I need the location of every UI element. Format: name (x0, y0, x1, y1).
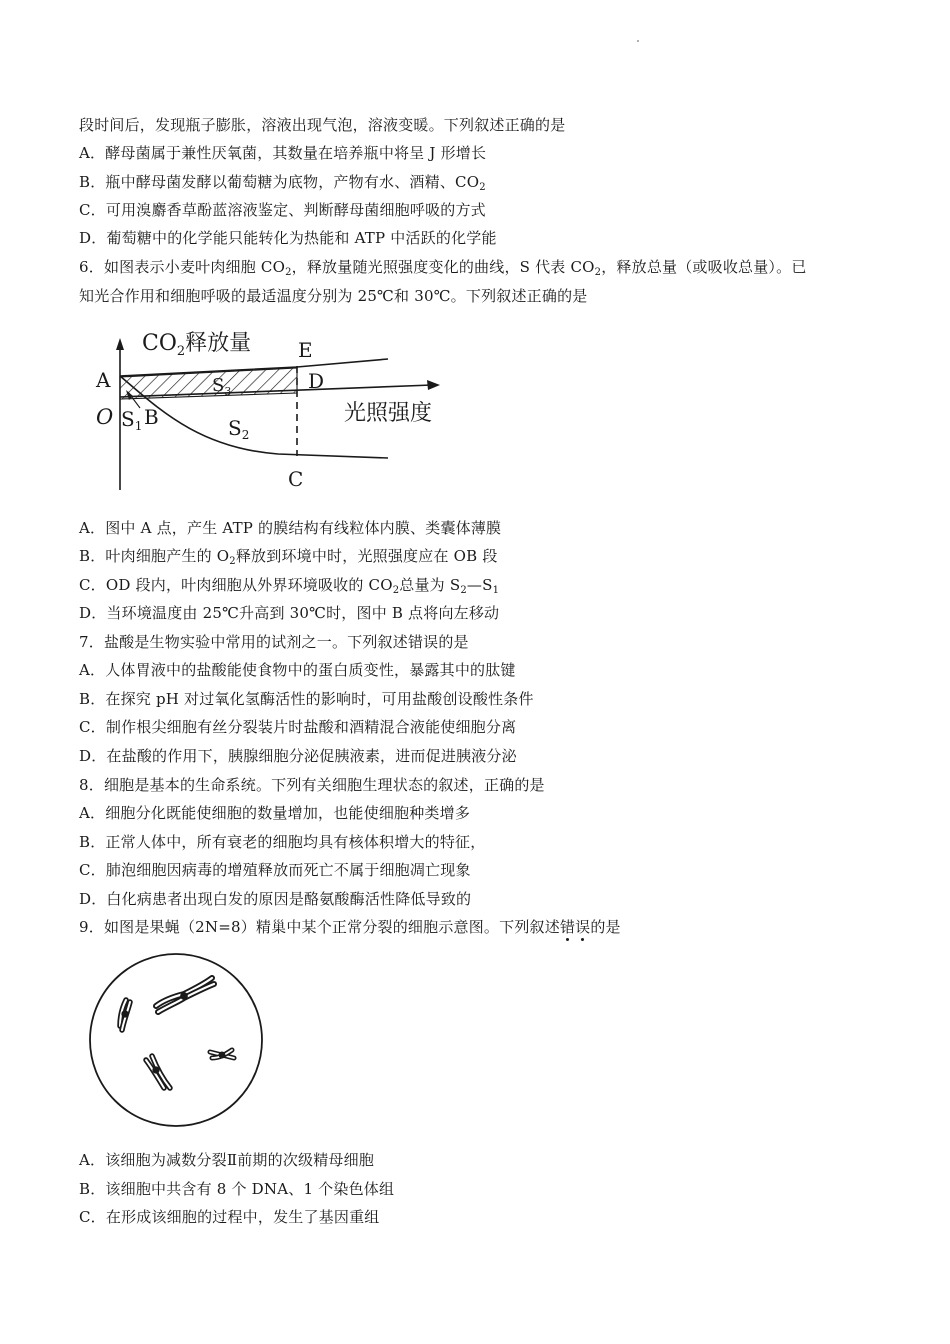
emphasis-dot-char: 错 (559, 918, 576, 936)
q9-option-b: B．该细胞中共含有 8 个 DNA、1 个染色体组 (79, 1180, 395, 1198)
q7-option-b: B．在探究 pH 对过氧化氢酶活性的影响时，可用盐酸创设酸性条件 (79, 690, 534, 708)
fruit-fly-cell-figure (84, 948, 268, 1132)
q9-option-a: A．该细胞为减数分裂Ⅱ前期的次级精母细胞 (79, 1151, 375, 1169)
s2-label: $S_2$ (228, 416, 250, 442)
q7-option-d: D．在盐酸的作用下，胰腺细胞分泌促胰液素，进而促进胰液分泌 (79, 747, 517, 765)
y-axis-arrow (116, 338, 124, 350)
q9-stem: 9．如图是果蝇（2N=8）精巢中某个正常分裂的细胞示意图。下列叙述错误的是 (79, 918, 621, 936)
q8-option-a: A．细胞分化既能使细胞的数量增加，也能使细胞种类增多 (79, 804, 471, 822)
s3-hatched-region (120, 368, 297, 399)
point-e-label: E (298, 338, 313, 362)
chromosome-large (156, 978, 214, 1012)
q8-option-d: D．白化病患者出现白发的原因是酪氨酸酶活性降低导致的 (79, 890, 472, 908)
q7-option-a: A．人体胃液中的盐酸能使食物中的蛋白质变性，暴露其中的肽键 (79, 661, 516, 679)
q6-option-c: C．OD 段内，叶肉细胞从外界环境吸收的 $CO_2$总量为 $S_2—S_1$ (79, 576, 500, 596)
x-axis-arrow (427, 380, 440, 390)
cell-membrane (90, 954, 262, 1126)
y-axis-label: $CO_2$释放量 (142, 331, 252, 359)
q6-stem-line2: 知光合作用和细胞呼吸的最适温度分别为 25℃和 30℃。下列叙述正确的是 (79, 287, 588, 305)
q9-option-c: C．在形成该细胞的过程中，发生了基因重组 (79, 1208, 380, 1226)
q5-stem-tail: 段时间后，发现瓶子膨胀，溶液出现气泡，溶液变暖。下列叙述正确的是 (79, 116, 566, 134)
point-b-label: B (144, 405, 159, 429)
chromosome-medium-left (120, 1000, 130, 1030)
point-c-label: C (288, 467, 304, 491)
q6-stem-line1: 6．如图表示小麦叶肉细胞 $CO_2$，释放量随光照强度变化的曲线，S 代表 $CO_2$，释放总量（或吸收总量）。已 (79, 258, 807, 278)
q5-option-c: C．可用溴麝香草酚蓝溶液鉴定、判断酵母菌细胞呼吸的方式 (79, 201, 486, 219)
point-a-label: A (96, 368, 111, 392)
origin-label: O (96, 405, 114, 429)
q5-option-d: D．葡萄糖中的化学能只能转化为热能和 ATP 中活跃的化学能 (79, 229, 497, 247)
co2-release-light-curve-figure (88, 318, 458, 498)
q8-stem: 8．细胞是基本的生命系统。下列有关细胞生理状态的叙述，正确的是 (79, 776, 545, 794)
emphasis-dot-char: 误 (575, 918, 591, 936)
point-d-label: D (308, 369, 325, 393)
s1-label: $S_1$ (121, 407, 143, 433)
scan-speck (637, 40, 639, 42)
chromosome-medium-bottom (146, 1056, 170, 1088)
q8-option-b: B．正常人体中，所有衰老的细胞均具有核体积增大的特征， (79, 833, 486, 851)
q6-option-b: B．叶肉细胞产生的 $O_2$释放到环境中时，光照强度应在 OB 段 (79, 547, 498, 567)
q5-option-a: A．酵母菌属于兼性厌氧菌，其数量在培养瓶中将呈 J 形增长 (79, 144, 487, 162)
q7-option-c: C．制作根尖细胞有丝分裂装片时盐酸和酒精混合液能使细胞分离 (79, 718, 517, 736)
q7-stem: 7．盐酸是生物实验中常用的试剂之一。下列叙述错误的是 (79, 633, 469, 651)
q8-option-c: C．肺泡细胞因病毒的增殖释放而死亡不属于细胞凋亡现象 (79, 861, 471, 879)
s3-label: $S_3$ (212, 375, 232, 398)
chromosome-small-dot (210, 1050, 234, 1058)
x-axis-label: 光照强度 (344, 401, 433, 426)
q5-option-b: B．瓶中酵母菌发酵以葡萄糖为底物，产物有水、酒精、$CO_2$ (79, 173, 486, 193)
q6-option-a: A．图中 A 点，产生 ATP 的膜结构有线粒体内膜、类囊体薄膜 (79, 519, 502, 537)
q6-option-d: D．当环境温度由 25℃升高到 30℃时，图中 B 点将向左移动 (79, 604, 500, 622)
